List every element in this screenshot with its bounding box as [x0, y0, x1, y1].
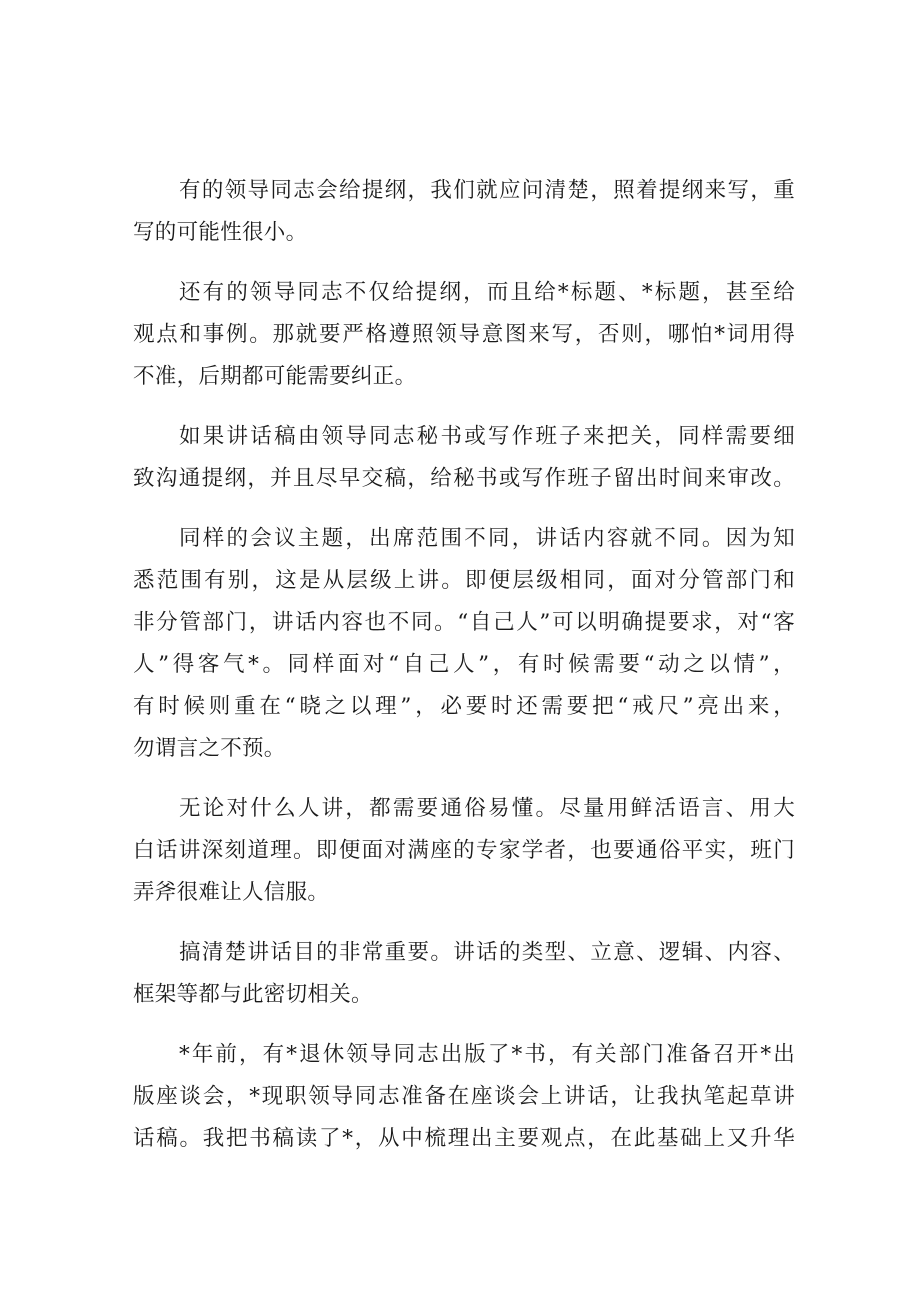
- text-line: 框架等都与此密切相关。: [133, 982, 373, 1007]
- text-line: *年前，有*退休领导同志出版了*书，有关部门准备召开*出: [179, 1042, 795, 1067]
- text-line: 观点和事例。那就要严格遵照领导意图来写，否则，哪怕*词用得: [133, 322, 795, 347]
- text-line: 不准，后期都可能需要纠正。: [133, 364, 417, 389]
- paragraph: [133, 170, 795, 254]
- text-line: 还有的领导同志不仅给提纲，而且给*标题、*标题，甚至给: [179, 280, 795, 305]
- text-line: 白话讲深刻道理。即便面对满座的专家学者，也要通俗平实，班门: [133, 838, 795, 863]
- paragraph: [133, 1034, 795, 1160]
- text-line: 勿谓言之不预。: [133, 736, 286, 761]
- text-line: 悉范围有别，这是从层级上讲。即便层级相同，面对分管部门和: [133, 568, 795, 593]
- document-body: [133, 170, 795, 1178]
- text-line: 版座谈会，*现职领导同志准备在座谈会上讲话，让我执笔起草讲: [133, 1084, 795, 1109]
- text-line: 无论对什么人讲，都需要通俗易懂。尽量用鲜活语言、用大: [179, 796, 795, 821]
- text-line: 写的可能性很小。: [133, 220, 308, 245]
- text-line: 如果讲话稿由领导同志秘书或写作班子来把关，同样需要细: [179, 424, 795, 449]
- text-line: 搞清楚讲话目的非常重要。讲话的类型、立意、逻辑、内容、: [179, 940, 795, 965]
- text-line: 有的领导同志会给提纲，我们就应问清楚，照着提纲来写，重: [179, 178, 795, 203]
- paragraph: [133, 788, 795, 914]
- text-line: 同样的会议主题，出席范围不同，讲话内容就不同。因为知: [179, 526, 795, 551]
- text-line: 非分管部门，讲话内容也不同。“自己人”可以明确提要求，对“客: [133, 610, 795, 635]
- text-line: 弄斧很难让人信服。: [133, 880, 330, 905]
- text-line: 致沟通提纲，并且尽早交稿，给秘书或写作班子留出时间来审改。: [133, 466, 795, 491]
- paragraph: [133, 932, 795, 1016]
- paragraph: [133, 518, 795, 770]
- text-line: 话稿。我把书稿读了*，从中梳理出主要观点，在此基础上又升华: [133, 1126, 795, 1151]
- paragraph: [133, 272, 795, 398]
- text-line: 有时候则重在“晓之以理”，必要时还需要把“戒尺”亮出来，: [133, 694, 795, 719]
- paragraph: [133, 416, 795, 500]
- text-line: 人”得客气*。同样面对“自己人”，有时候需要“动之以情”，: [133, 652, 795, 677]
